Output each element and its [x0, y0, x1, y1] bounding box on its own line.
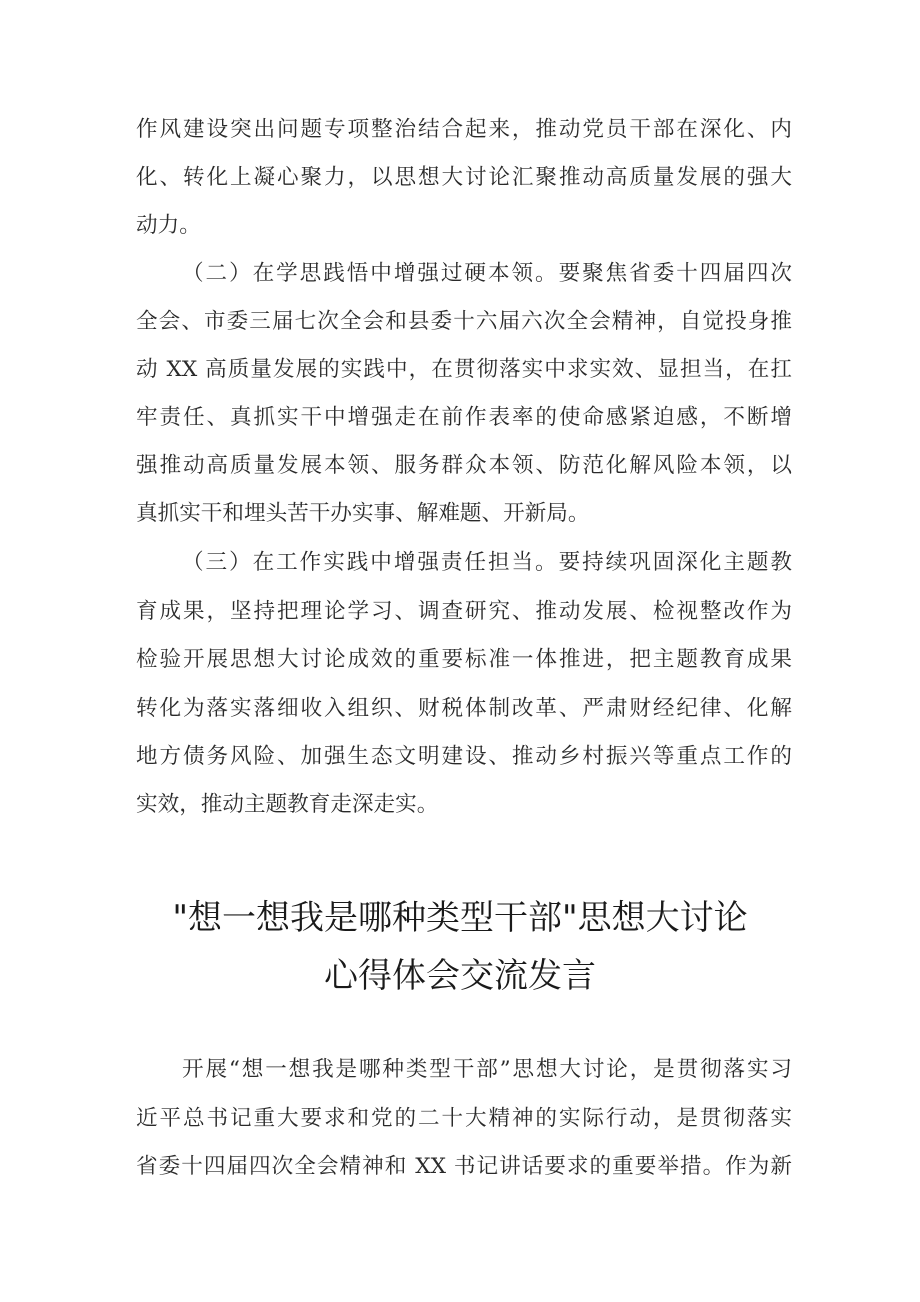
paragraph-line: （二）在学思践悟中增强过硬本领。要聚焦省委十四届四次: [182, 261, 792, 286]
paragraph-line: 动 XX 高质量发展的实践中，在贯彻落实中求实效、显担当，在扛: [136, 357, 792, 382]
paragraph-line: 地方债务风险、加强生态文明建设、推动乡村振兴等重点工作的: [136, 744, 792, 769]
paragraph-line: 省委十四届四次全会精神和 XX 书记讲话要求的重要举措。作为新: [136, 1154, 792, 1179]
paragraph-line: 开展“想一想我是哪种类型干部”思想大讨论，是贯彻落实习: [182, 1057, 792, 1082]
paragraph-line: 化、转化上凝心聚力，以思想大讨论汇聚推动高质量发展的强大: [136, 165, 792, 190]
paragraph-line: 转化为落实落细收入组织、财税体制改革、严肃财经纪律、化解: [136, 696, 792, 721]
paragraph-line: 育成果，坚持把理论学习、调查研究、推动发展、检视整改作为: [136, 599, 792, 624]
paragraph-line: 牢责任、真抓实干中增强走在前作表率的使命感紧迫感，不断增: [136, 405, 792, 430]
paragraph-line: 作风建设突出问题专项整治结合起来，推动党员干部在深化、内: [136, 117, 792, 142]
paragraph-line: （三）在工作实践中增强责任担当。要持续巩固深化主题教: [182, 550, 792, 575]
article-subtitle: 心得体会交流发言: [324, 956, 596, 996]
paragraph-line: 动力。: [136, 213, 201, 238]
paragraph-line: 实效，推动主题教育走深走实。: [136, 792, 439, 817]
paragraph-line: 近平总书记重大要求和党的二十大精神的实际行动，是贯彻落实: [136, 1106, 792, 1131]
paragraph-line: 强推动高质量发展本领、服务群众本领、防范化解风险本领，以: [136, 453, 792, 478]
article-title: "想一想我是哪种类型干部"思想大讨论: [172, 898, 748, 938]
paragraph-line: 检验开展思想大讨论成效的重要标准一体推进，把主题教育成果: [136, 647, 792, 672]
paragraph-line: 全会、市委三届七次全会和县委十六届六次全会精神，自觉投身推: [136, 309, 792, 334]
paragraph-line: 真抓实干和埋头苦干办实事、解难题、开新局。: [136, 501, 590, 526]
